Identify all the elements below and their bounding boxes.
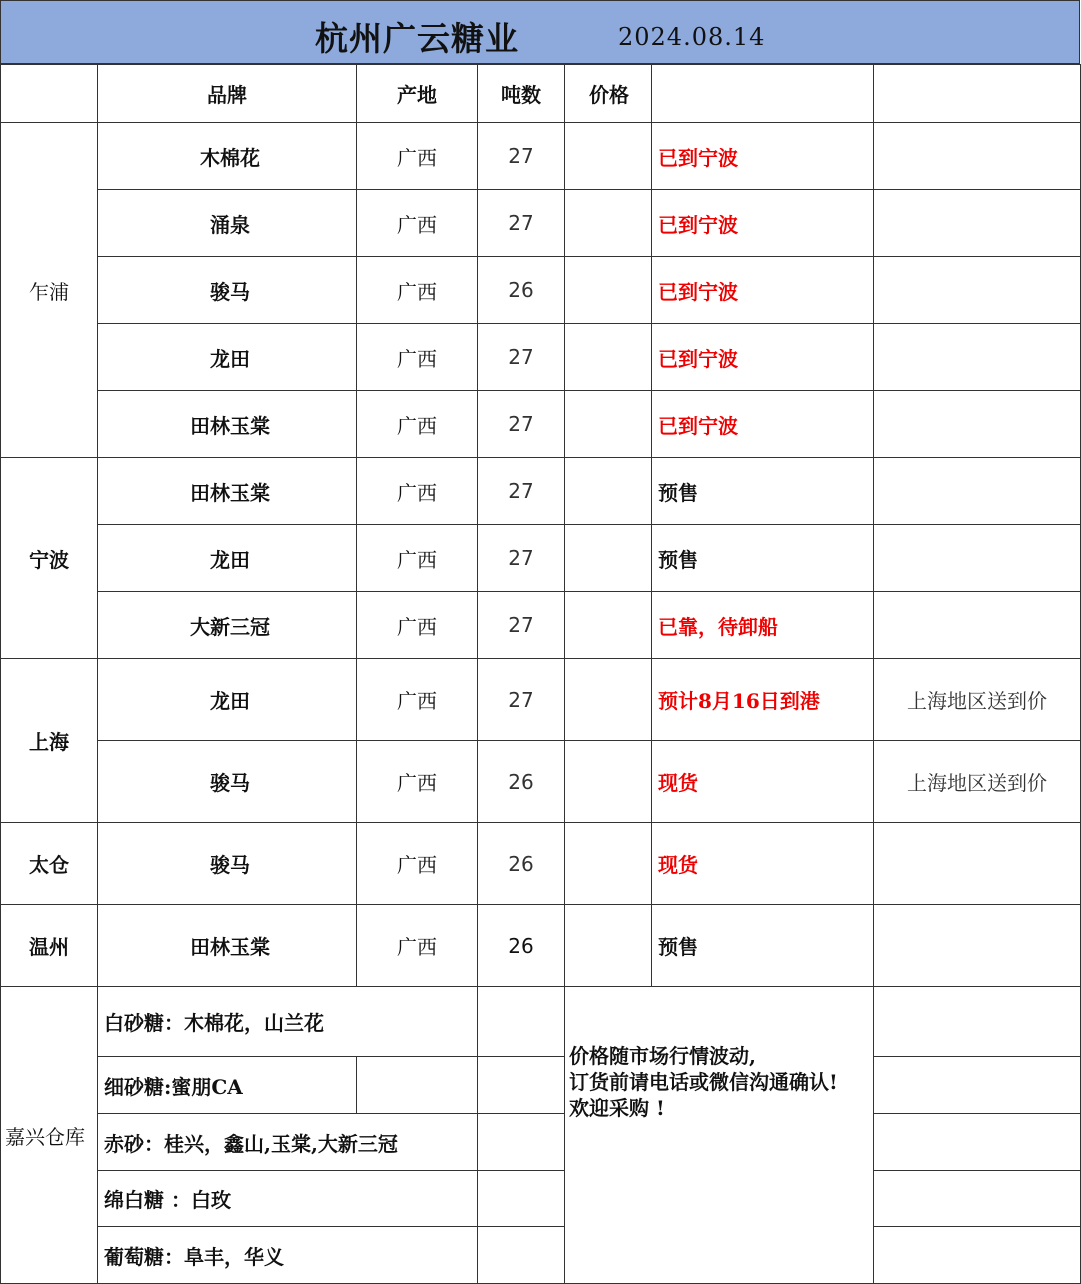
brand-cell: 田林玉棠: [98, 905, 357, 987]
tons-cell: 27: [478, 592, 565, 659]
tons-cell: 27: [478, 190, 565, 257]
price-cell: [565, 823, 652, 905]
note-cell: 上海地区送到价: [874, 659, 1081, 741]
table-row: [1, 905, 1081, 987]
brand-cell: 龙田: [98, 324, 357, 391]
brand-cell: 龙田: [98, 525, 357, 592]
region-cell-shanghai: 上海: [1, 659, 98, 823]
empty-cell: [874, 1227, 1081, 1284]
region-cell-ningbo: 宁波: [1, 458, 98, 659]
tons-cell: 26: [478, 741, 565, 823]
status-cell: 已到宁波: [652, 324, 874, 391]
table-row: [1, 123, 1081, 190]
brand-cell: 龙田: [98, 659, 357, 741]
table-row: [1, 1114, 1081, 1171]
brand-cell: 骏马: [98, 741, 357, 823]
status-cell: 现货: [652, 823, 874, 905]
notice-line: 欢迎采购 !: [569, 1096, 665, 1120]
status-cell: 预计8月16日到港: [652, 659, 874, 741]
brand-cell: 涌泉: [98, 190, 357, 257]
empty-cell: [874, 65, 1081, 123]
price-cell: [565, 190, 652, 257]
tons-cell: 27: [478, 391, 565, 458]
brand-cell: 田林玉棠: [98, 391, 357, 458]
note-cell: [874, 257, 1081, 324]
tons-cell: 27: [478, 525, 565, 592]
column-header-price: 价格: [565, 65, 652, 123]
empty-cell: [478, 1227, 565, 1284]
empty-cell: [874, 1057, 1081, 1114]
status-cell: 预售: [652, 525, 874, 592]
price-cell: [565, 741, 652, 823]
table-row: [1, 1227, 1081, 1284]
origin-cell: 广西: [357, 257, 478, 324]
status-cell: 已靠，待卸船: [652, 592, 874, 659]
brand-cell: 骏马: [98, 257, 357, 324]
status-cell: 现货: [652, 741, 874, 823]
stock-table: [0, 64, 1081, 1284]
price-cell: [565, 123, 652, 190]
column-header-tons: 吨数: [478, 65, 565, 123]
empty-cell: [478, 1171, 565, 1227]
origin-cell: 广西: [357, 190, 478, 257]
tons-cell: 27: [478, 324, 565, 391]
price-cell: [565, 659, 652, 741]
price-cell: [565, 592, 652, 659]
table-row: [1, 1171, 1081, 1227]
note-cell: [874, 905, 1081, 987]
note-cell: [874, 592, 1081, 659]
empty-cell: [874, 987, 1081, 1057]
product-cell: 葡萄糖：阜丰，华义: [98, 1227, 478, 1284]
note-cell: [874, 525, 1081, 592]
table-row: [1, 987, 1081, 1057]
table-row: [1, 592, 1081, 659]
price-cell: [565, 525, 652, 592]
origin-cell: 广西: [357, 123, 478, 190]
region-cell-zhapu: 乍浦: [1, 123, 98, 458]
origin-cell: 广西: [357, 905, 478, 987]
empty-cell: [652, 65, 874, 123]
tons-cell: 26: [478, 905, 565, 987]
origin-cell: 广西: [357, 391, 478, 458]
table-row: [1, 324, 1081, 391]
product-cell: 绵白糖 ：白玫: [98, 1171, 478, 1227]
report-date: 2024.08.14: [618, 23, 766, 51]
column-header-origin: 产地: [357, 65, 478, 123]
empty-cell: [478, 987, 565, 1057]
origin-cell: 广西: [357, 741, 478, 823]
sheet-header: [0, 0, 1080, 64]
status-cell: 已到宁波: [652, 123, 874, 190]
tons-cell: 26: [478, 823, 565, 905]
region-cell-taicang: 太仓: [1, 823, 98, 905]
empty-cell: [357, 1057, 478, 1114]
note-cell: [874, 391, 1081, 458]
origin-cell: 广西: [357, 324, 478, 391]
origin-cell: 广西: [357, 659, 478, 741]
empty-cell: [874, 1114, 1081, 1171]
note-cell: 上海地区送到价: [874, 741, 1081, 823]
table-row: [1, 458, 1081, 525]
notice-line: 价格随市场行情波动,: [569, 1044, 756, 1068]
note-cell: [874, 190, 1081, 257]
status-cell: 已到宁波: [652, 257, 874, 324]
product-cell: 赤砂：桂兴，鑫山,玉棠,大新三冠: [98, 1114, 478, 1171]
status-cell: 预售: [652, 458, 874, 525]
brand-cell: 骏马: [98, 823, 357, 905]
price-cell: [565, 905, 652, 987]
table-row: [1, 190, 1081, 257]
origin-cell: 广西: [357, 458, 478, 525]
table-row: [1, 525, 1081, 592]
brand-cell: 田林玉棠: [98, 458, 357, 525]
table-row: [1, 741, 1081, 823]
empty-cell: [1, 65, 98, 123]
price-cell: [565, 257, 652, 324]
empty-cell: [478, 1114, 565, 1171]
brand-cell: 木棉花: [98, 123, 357, 190]
empty-cell: [874, 1171, 1081, 1227]
table-row: [1, 391, 1081, 458]
note-cell: [874, 458, 1081, 525]
origin-cell: 广西: [357, 525, 478, 592]
price-cell: [565, 458, 652, 525]
company-title: 杭州广云糖业: [315, 19, 519, 58]
tons-cell: 27: [478, 458, 565, 525]
origin-cell: 广西: [357, 823, 478, 905]
column-header-brand: 品牌: [98, 65, 357, 123]
product-cell: 白砂糖：木棉花，山兰花: [98, 987, 478, 1057]
tons-cell: 26: [478, 257, 565, 324]
price-cell: [565, 391, 652, 458]
table-row: [1, 1057, 1081, 1114]
status-cell: 已到宁波: [652, 190, 874, 257]
region-cell-jiaxing: 嘉兴仓库: [1, 987, 98, 1284]
region-cell-wenzhou: 温州: [1, 905, 98, 987]
origin-cell: 广西: [357, 592, 478, 659]
tons-cell: 27: [478, 123, 565, 190]
price-cell: [565, 324, 652, 391]
table-row: [1, 659, 1081, 741]
table-row: [1, 823, 1081, 905]
notice-line: 订货前请电话或微信沟通确认!: [569, 1070, 838, 1094]
price-notice: [565, 987, 874, 1284]
note-cell: [874, 123, 1081, 190]
status-cell: 已到宁波: [652, 391, 874, 458]
table-row: [1, 257, 1081, 324]
tons-cell: 27: [478, 659, 565, 741]
note-cell: [874, 823, 1081, 905]
empty-cell: [478, 1057, 565, 1114]
brand-cell: 大新三冠: [98, 592, 357, 659]
status-cell: 预售: [652, 905, 874, 987]
note-cell: [874, 324, 1081, 391]
column-header-row: [1, 65, 1081, 123]
product-cell: 细砂糖:蜜朋CA: [98, 1057, 357, 1114]
